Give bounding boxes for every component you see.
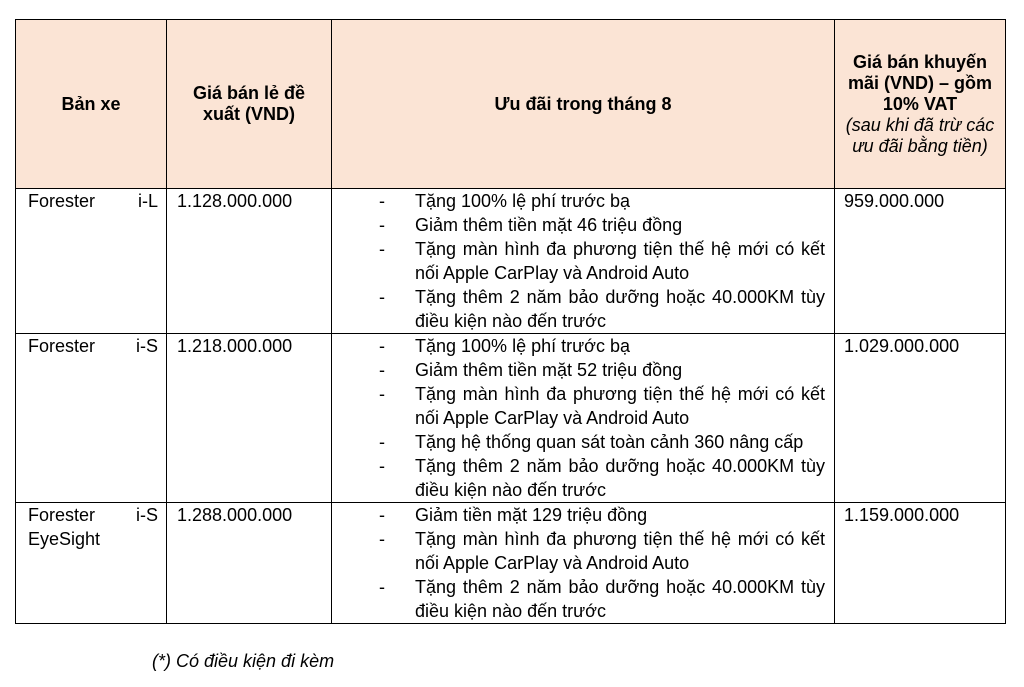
bullet-dash: - [379,336,385,356]
bullet-dash: - [379,384,385,404]
table-row [16,189,1006,334]
table-row [16,503,1006,624]
header-model: Bản xe [16,20,167,189]
header-promo-price [835,20,1006,189]
list-item: - Tặng màn hình đa phương tiện thế hệ mới có kết nối Apple CarPlay và Android Auto [379,529,825,573]
price-table [15,19,1006,624]
bullet-dash: - [379,432,385,452]
promo-price-cell: 1.029.000.000 [835,334,1006,503]
list-item: - Tặng màn hình đa phương tiện thế hệ mới có kết nối Apple CarPlay và Android Auto [379,239,825,283]
list-item: - Tặng thêm 2 năm bảo dưỡng hoặc 40.000KM tùy điều kiện nào đến trước [379,577,825,621]
bullet-dash: - [379,456,385,476]
bullet-dash: - [379,287,385,307]
promo-price-cell: 959.000.000 [835,189,1006,334]
header-promo-price-note: (sau khi đã trừ các ưu đãi bằng tiền) [845,114,995,156]
offers-list [332,189,834,333]
offers-list [332,503,834,623]
table-row [16,334,1006,503]
list-item: - Giảm thêm tiền mặt 46 triệu đồng [379,215,683,235]
offers-cell [332,334,835,503]
table-header-row [16,20,1006,189]
bullet-dash: - [379,239,385,259]
retail-price-cell: 1.128.000.000 [167,189,332,334]
bullet-dash: - [379,191,385,211]
retail-price-cell: 1.218.000.000 [167,334,332,503]
bullet-dash: - [379,360,385,380]
offers-cell [332,503,835,624]
list-item: - Tặng 100% lệ phí trước bạ [379,191,630,211]
list-item: - Tặng màn hình đa phương tiện thế hệ mới có kết nối Apple CarPlay và Android Auto [379,384,825,428]
promo-price-cell: 1.159.000.000 [835,503,1006,624]
header-promo-price-label: Giá bán khuyến mãi (VND) – gồm 10% VAT [847,51,993,114]
bullet-dash: - [379,577,385,597]
list-item: - Tặng thêm 2 năm bảo dưỡng hoặc 40.000KM tùy điều kiện nào đến trước [379,287,825,331]
header-retail-price: Giá bán lẻ đề xuất (VND) [167,20,332,189]
model-cell: Forester i-S [16,334,167,503]
bullet-dash: - [379,529,385,549]
header-offers: Ưu đãi trong tháng 8 [332,20,835,189]
list-item: - Tặng hệ thống quan sát toàn cảnh 360 nâng cấp [379,432,804,452]
list-item: - Tặng thêm 2 năm bảo dưỡng hoặc 40.000KM tùy điều kiện nào đến trước [379,456,825,500]
offers-list [332,334,834,502]
list-item: - Tặng 100% lệ phí trước bạ [379,336,630,356]
retail-price-cell: 1.288.000.000 [167,503,332,624]
model-cell: Forester i-S EyeSight [16,503,167,624]
bullet-dash: - [379,215,385,235]
offers-cell [332,189,835,334]
model-cell: Forester i-L [16,189,167,334]
bullet-dash: - [379,505,385,525]
list-item: - Giảm thêm tiền mặt 52 triệu đồng [379,360,683,380]
footnote: (*) Có điều kiện đi kèm [152,651,335,671]
list-item: - Giảm tiền mặt 129 triệu đồng [379,505,648,525]
